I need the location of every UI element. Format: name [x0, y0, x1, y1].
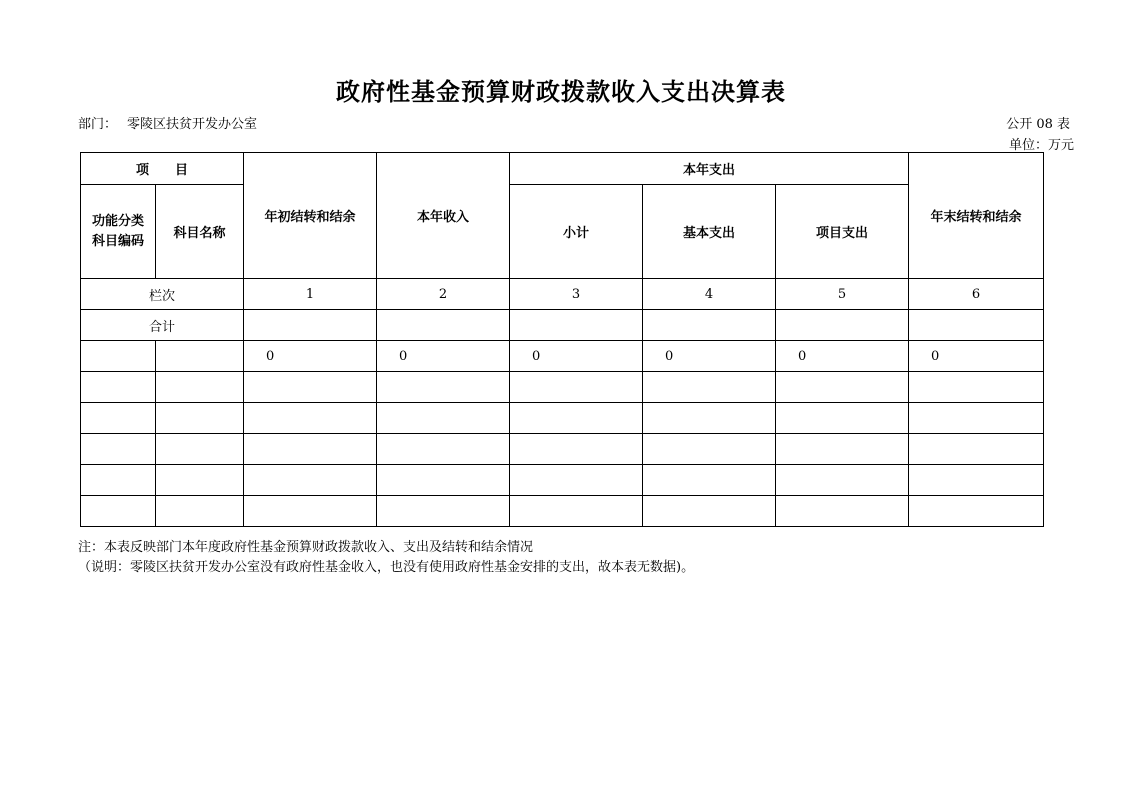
form-number: 公开 08 表 — [1006, 117, 1070, 132]
value-cell: 0 — [244, 341, 377, 372]
department-line — [78, 113, 267, 132]
table-cell — [909, 465, 1044, 496]
table-cell — [776, 403, 909, 434]
column-number-row — [81, 279, 1044, 310]
table-cell — [510, 372, 643, 403]
table-cell — [776, 310, 909, 341]
table-cell — [510, 403, 643, 434]
table-cell — [244, 403, 377, 434]
table-cell — [244, 465, 377, 496]
note-line: 注：本表反映部门本年度政府性基金预算财政拨款收入、支出及结转和结余情况 — [78, 540, 534, 555]
table-cell — [377, 310, 510, 341]
header-expense-group: 本年支出 — [510, 153, 909, 185]
table-cell — [81, 403, 156, 434]
table-cell — [156, 403, 244, 434]
table-row — [81, 372, 1044, 403]
table-cell — [643, 372, 776, 403]
table-cell — [643, 310, 776, 341]
column-number: 4 — [643, 279, 776, 310]
header-row-1 — [81, 153, 1044, 185]
table-cell — [510, 496, 643, 527]
header-begin-balance: 年初结转和结余 — [244, 153, 377, 279]
value-cell: 0 — [510, 341, 643, 372]
column-number-label: 栏次 — [81, 279, 244, 310]
value-cell: 0 — [776, 341, 909, 372]
table-cell — [510, 434, 643, 465]
table-row — [81, 341, 1044, 372]
table-cell — [377, 434, 510, 465]
table-cell — [81, 341, 156, 372]
header-subject-name: 科目名称 — [156, 185, 244, 279]
table-row — [81, 465, 1044, 496]
total-row — [81, 310, 1044, 341]
table-cell — [81, 372, 156, 403]
table-cell — [244, 434, 377, 465]
explanation-line: （说明：零陵区扶贫开发办公室没有政府性基金收入，也没有使用政府性基金安排的支出，故本表无数据)。 — [78, 560, 695, 575]
table-cell — [156, 465, 244, 496]
header-subtotal: 小计 — [510, 185, 643, 279]
table-cell — [510, 465, 643, 496]
total-label: 合计 — [81, 310, 244, 341]
department-name: 零陵区扶贫开发办公室 — [127, 117, 258, 132]
table-cell — [909, 434, 1044, 465]
table-cell — [244, 310, 377, 341]
table-cell — [776, 372, 909, 403]
table-cell — [377, 496, 510, 527]
table-cell — [81, 465, 156, 496]
unit-label: 单位：万元 — [1008, 138, 1074, 153]
table-cell — [156, 434, 244, 465]
column-number: 3 — [510, 279, 643, 310]
column-number: 6 — [909, 279, 1044, 310]
table-cell — [643, 465, 776, 496]
table-cell — [377, 372, 510, 403]
table-cell — [156, 496, 244, 527]
value-cell: 0 — [643, 341, 776, 372]
value-cell: 0 — [377, 341, 510, 372]
table-row — [81, 434, 1044, 465]
header-func-code-line1: 功能分类 — [91, 213, 144, 229]
page-title: 政府性基金预算财政拨款收入支出决算表 — [336, 77, 786, 106]
table-cell — [81, 434, 156, 465]
column-number: 1 — [244, 279, 377, 310]
header-func-code-line2: 科目编码 — [91, 233, 144, 249]
table-cell — [909, 310, 1044, 341]
header-basic-expense: 基本支出 — [643, 185, 776, 279]
column-number: 2 — [377, 279, 510, 310]
table-cell — [244, 496, 377, 527]
table-cell — [643, 403, 776, 434]
table-cell — [643, 496, 776, 527]
table-cell — [643, 434, 776, 465]
department-label: 部门： — [78, 117, 118, 132]
table-cell — [510, 310, 643, 341]
table-cell — [156, 372, 244, 403]
table-cell — [909, 372, 1044, 403]
value-cell: 0 — [909, 341, 1044, 372]
table-cell — [377, 403, 510, 434]
header-item: 项 目 — [81, 153, 244, 185]
header-row-2 — [81, 185, 1044, 279]
header-func-code — [81, 185, 156, 279]
table-cell — [776, 465, 909, 496]
table-cell — [377, 465, 510, 496]
table-cell — [156, 341, 244, 372]
table-row — [81, 496, 1044, 527]
header-end-balance: 年末结转和结余 — [909, 153, 1044, 279]
table-cell — [776, 496, 909, 527]
column-number: 5 — [776, 279, 909, 310]
table-cell — [776, 434, 909, 465]
header-project-expense: 项目支出 — [776, 185, 909, 279]
table-cell — [909, 403, 1044, 434]
table-cell — [244, 372, 377, 403]
table-cell — [81, 496, 156, 527]
report-table — [80, 152, 1044, 527]
header-income: 本年收入 — [377, 153, 510, 279]
table-cell — [909, 496, 1044, 527]
table-row — [81, 403, 1044, 434]
